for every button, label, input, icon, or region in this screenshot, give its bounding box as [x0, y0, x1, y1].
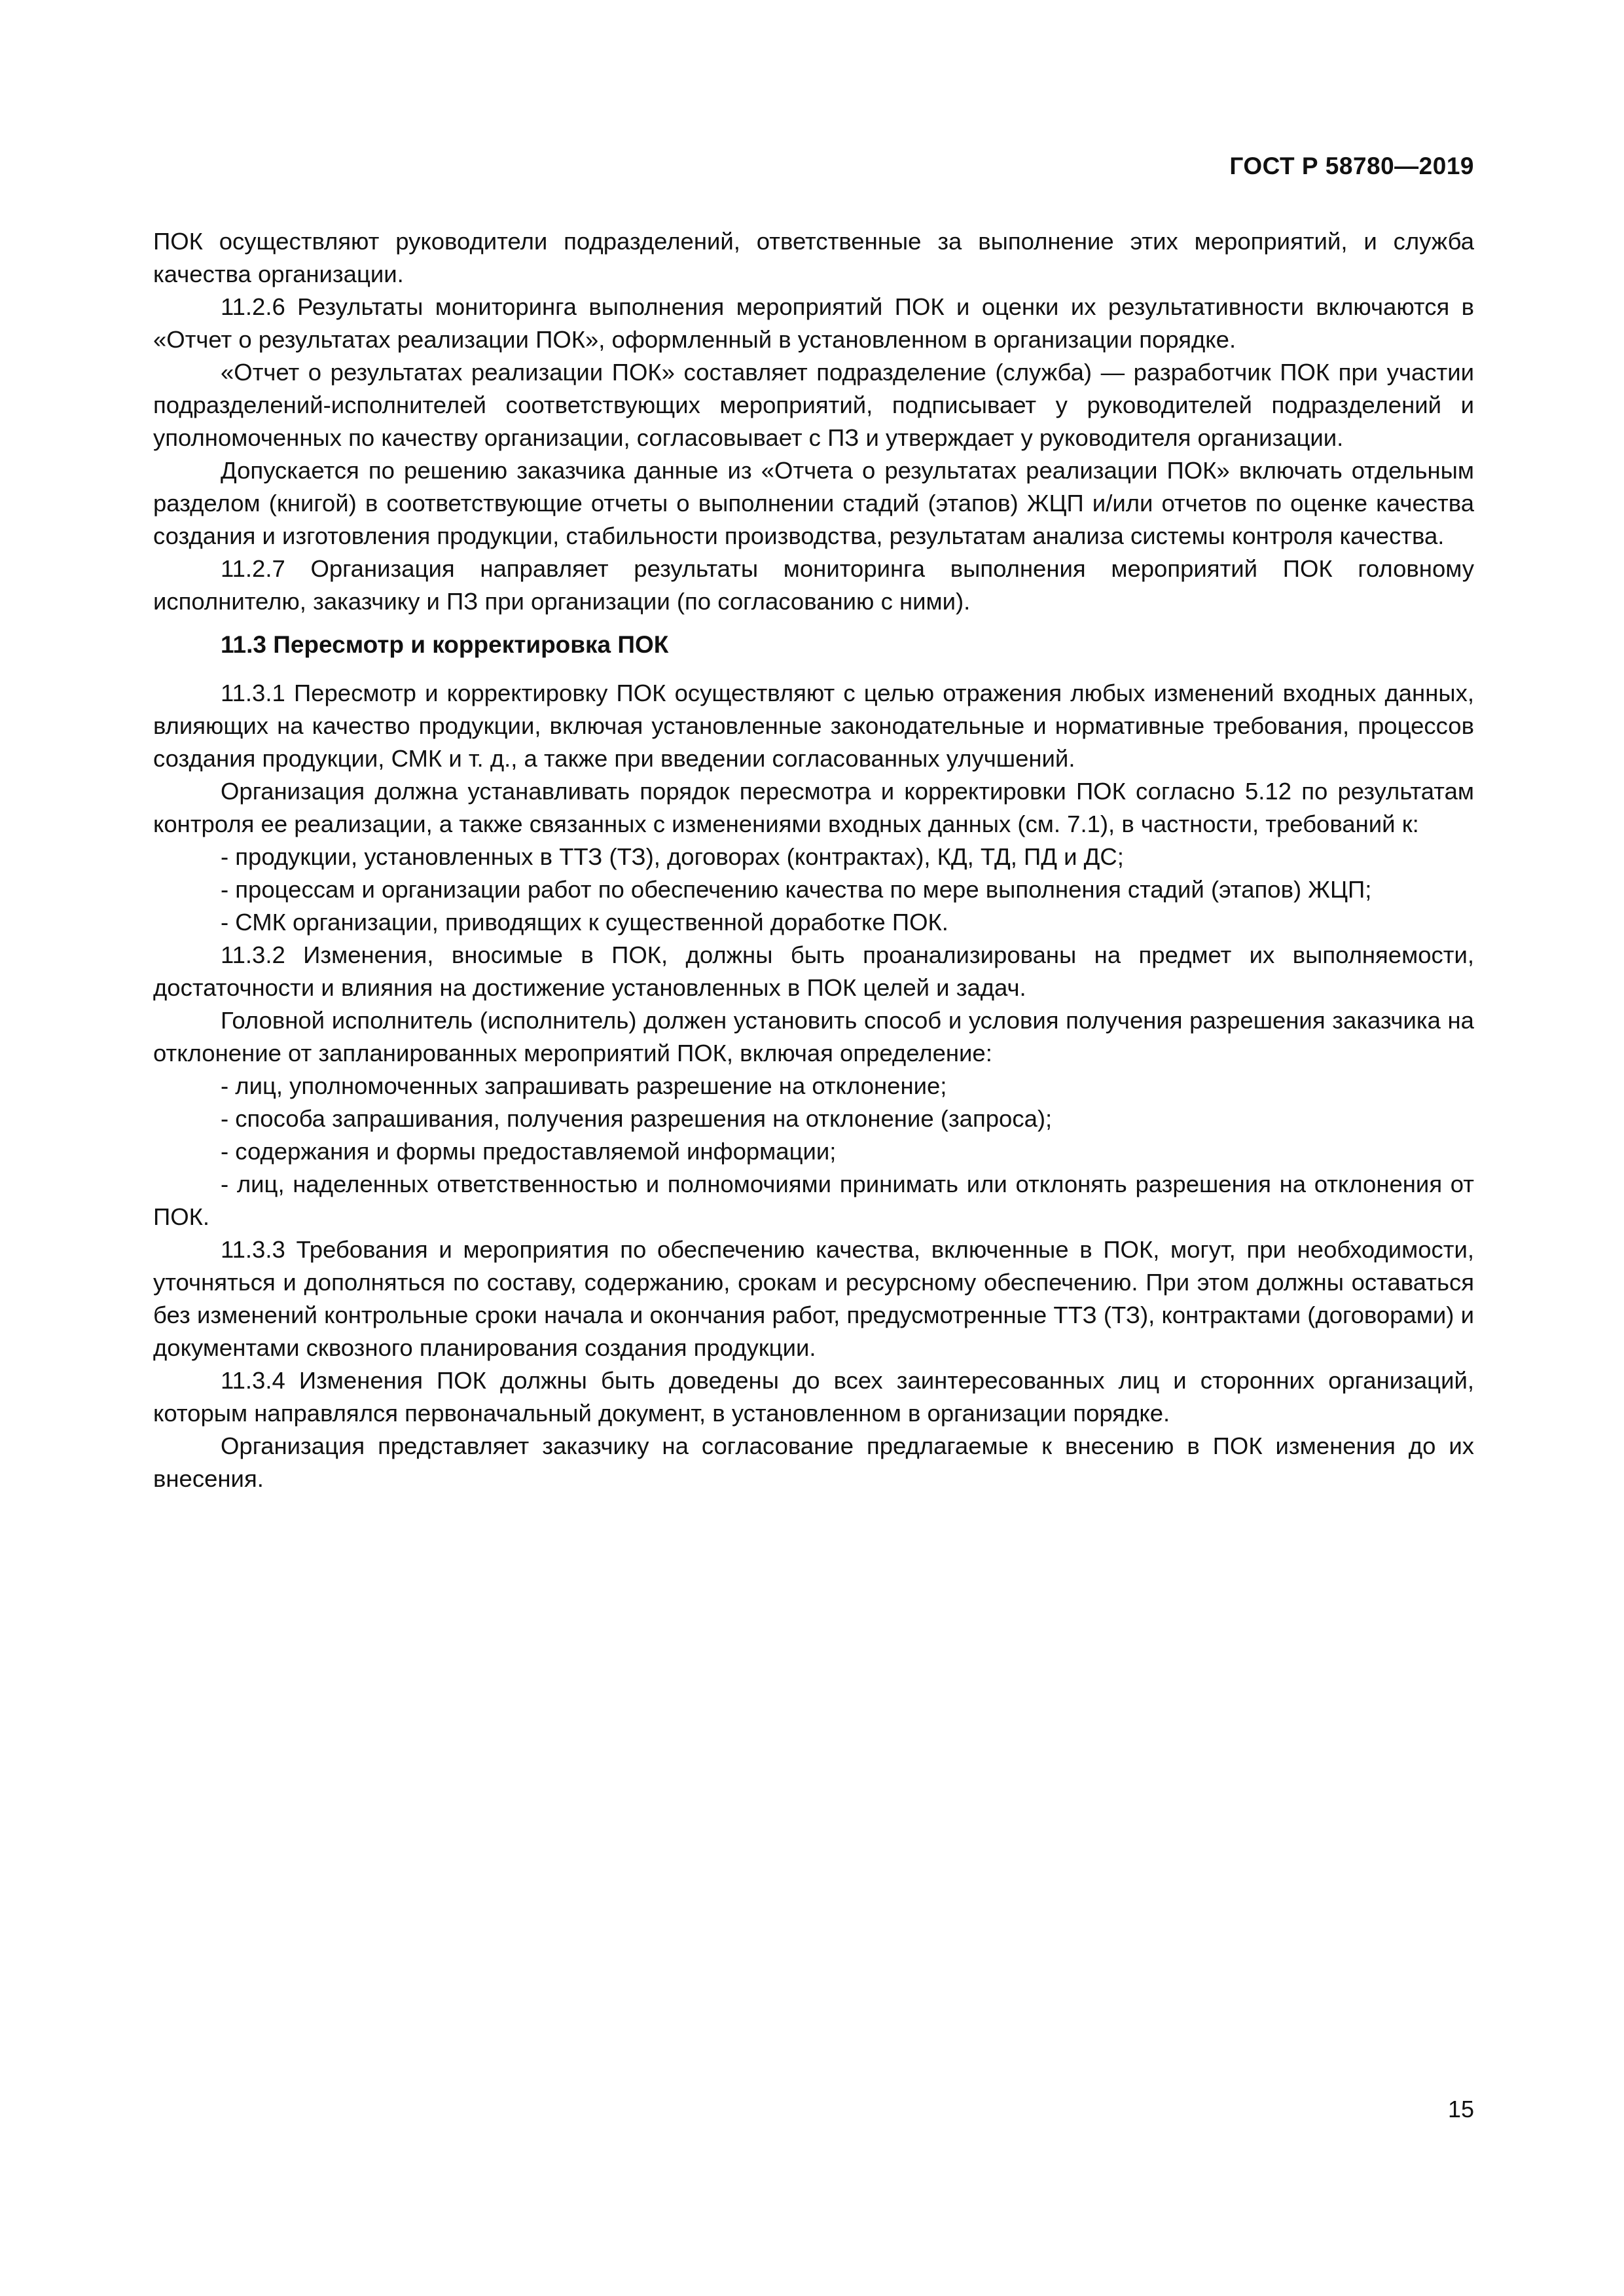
- list-item-information-content: - содержания и формы предоставляемой информации;: [221, 1138, 837, 1165]
- page-number: 15: [1447, 2096, 1474, 2123]
- list-item-authorized-persons: - лиц, уполномоченных запрашивать разрешение на отклонение;: [221, 1072, 947, 1099]
- paragraph-11-2-6: 11.2.6 Результаты мониторинга выполнения мероприятий ПОК и оценки их результативности включаются в «Отчет о результатах реализации ПОК», оформленный в установленном в организации порядке.: [153, 293, 1474, 353]
- paragraph-11-2-7: 11.2.7 Организация направляет результаты мониторинга выполнения мероприятий ПОК головному исполнителю, заказчику и ПЗ при организации (по согласованию с ними).: [153, 555, 1474, 615]
- paragraph-report-composition: «Отчет о результатах реализации ПОК» составляет подразделение (служба) — разработчик ПОК при участии подразделений-исполнителей соответствующих мероприятий, подписывает у руководителей подразделений и уполномоченных по качеству организации, согласовывает с ПЗ и утверждает у руководителя организации.: [153, 359, 1474, 451]
- paragraph-11-3-1: 11.3.1 Пересмотр и корректировку ПОК осуществляют с целью отражения любых изменений входных данных, влияющих на качество продукции, включая установленные законодательные и нормативные требования, процессов создания продукции, СМК и т. д., а также при введении согласованных улучшений.: [153, 680, 1474, 772]
- document-body: [153, 225, 1474, 1495]
- paragraph-lead-contractor: Головной исполнитель (исполнитель) должен установить способ и условия получения разрешения заказчика на отклонение от запланированных мероприятий ПОК, включая определение:: [153, 1007, 1474, 1066]
- paragraph-customer-approval: Организация представляет заказчику на согласование предлагаемые к внесению в ПОК изменения до их внесения.: [153, 1432, 1474, 1492]
- paragraph-11-3-2: 11.3.2 Изменения, вносимые в ПОК, должны быть проанализированы на предмет их выполняемости, достаточности и влияния на достижение установленных в ПОК целей и задач.: [153, 941, 1474, 1001]
- section-title-11-3: 11.3 Пересмотр и корректировка ПОК: [221, 631, 669, 658]
- paragraph-continuation: ПОК осуществляют руководители подразделений, ответственные за выполнение этих мероприятий, и служба качества организации.: [153, 228, 1474, 287]
- document-code-header: ГОСТ Р 58780—2019: [1229, 153, 1474, 179]
- list-item-responsible-persons: - лиц, наделенных ответственностью и полномочиями принимать или отклонять разрешения на отклонения от ПОК.: [153, 1171, 1474, 1230]
- paragraph-review-procedure: Организация должна устанавливать порядок пересмотра и корректировки ПОК согласно 5.12 по результатам контроля ее реализации, а также связанных с изменениями входных данных (см. 7.1), в частности, требований к:: [153, 778, 1474, 837]
- paragraph-11-3-3: 11.3.3 Требования и мероприятия по обеспечению качества, включенные в ПОК, могут, при необходимости, уточняться и дополняться по составу, содержанию, срокам и ресурсному обеспечению. При этом должны оставаться без изменений контрольные сроки начала и окончания работ, предусмотренные ТТЗ (ТЗ), контрактами (договорами) и документами сквозного планирования создания продукции.: [153, 1236, 1474, 1361]
- list-item-qms: - СМК организации, приводящих к существенной доработке ПОК.: [221, 909, 948, 936]
- paragraph-11-3-4: 11.3.4 Изменения ПОК должны быть доведены до всех заинтересованных лиц и сторонних организаций, которым направлялся первоначальный документ, в установленном в организации порядке.: [153, 1367, 1474, 1427]
- paragraph-report-inclusion: Допускается по решению заказчика данные из «Отчета о результатах реализации ПОК» включать отдельным разделом (книгой) в соответствующие отчеты о выполнении стадий (этапов) ЖЦП и/или отчетов по оценке качества создания и изготовления продукции, стабильности производства, результатам анализа системы контроля качества.: [153, 457, 1474, 549]
- list-item-request-method: - способа запрашивания, получения разрешения на отклонение (запроса);: [221, 1105, 1053, 1132]
- list-item-products: - продукции, установленных в ТТЗ (ТЗ), договорах (контрактах), КД, ТД, ПД и ДС;: [221, 843, 1124, 870]
- list-item-processes: - процессам и организации работ по обеспечению качества по мере выполнения стадий (этапов) ЖЦП;: [221, 876, 1372, 903]
